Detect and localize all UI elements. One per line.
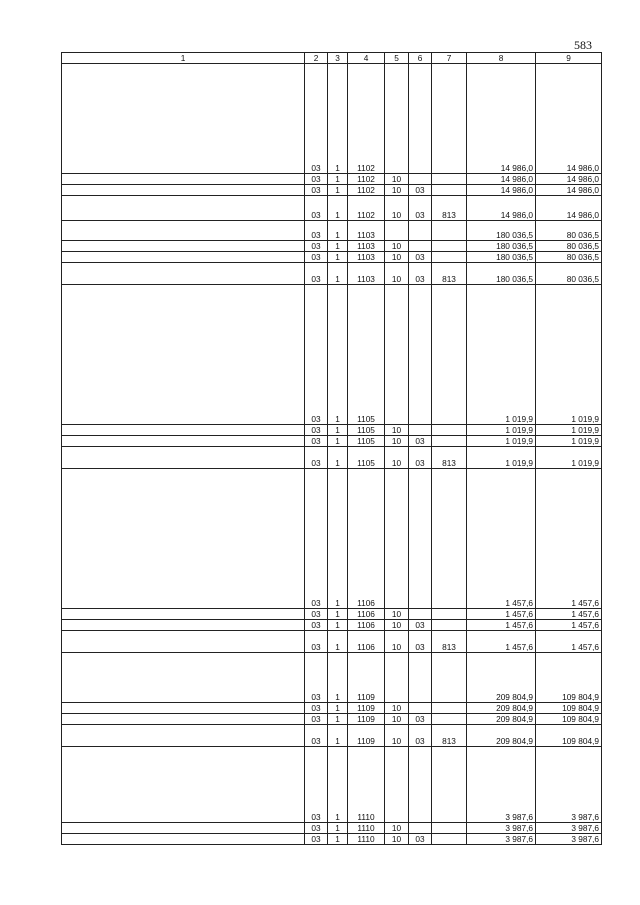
table-cell: 10: [385, 609, 409, 620]
table-cell: [62, 725, 305, 747]
table-cell: [409, 653, 432, 703]
table-cell: 1 019,9: [536, 425, 602, 436]
table-cell: 1105: [348, 436, 385, 447]
table-cell: 03: [305, 714, 328, 725]
table-cell: [432, 64, 467, 174]
table-cell: [432, 653, 467, 703]
column-header: 6: [409, 53, 432, 64]
table-cell: [385, 747, 409, 823]
table-cell: 1: [328, 469, 348, 609]
table-cell: 1102: [348, 64, 385, 174]
table-cell: 1102: [348, 185, 385, 196]
table-row: [62, 834, 602, 845]
table-cell: 03: [305, 823, 328, 834]
table-cell: 1103: [348, 221, 385, 241]
table-cell: 03: [305, 469, 328, 609]
table-cell: 1: [328, 263, 348, 285]
table-cell: [409, 285, 432, 425]
table-cell: 03: [409, 447, 432, 469]
table-cell: 1 457,6: [536, 631, 602, 653]
table-row: [62, 221, 602, 241]
table-cell: 14 986,0: [536, 185, 602, 196]
table-cell: [432, 185, 467, 196]
table-cell: 1 019,9: [536, 285, 602, 425]
table-cell: [432, 620, 467, 631]
table-cell: [62, 221, 305, 241]
table-cell: 1: [328, 609, 348, 620]
table-row: [62, 620, 602, 631]
table-cell: [409, 221, 432, 241]
table-row: [62, 252, 602, 263]
table-cell: 10: [385, 703, 409, 714]
table-row: [62, 631, 602, 653]
table-cell: 03: [305, 609, 328, 620]
table-cell: 03: [305, 834, 328, 845]
table-cell: 03: [305, 631, 328, 653]
table-cell: 10: [385, 263, 409, 285]
table-cell: 10: [385, 620, 409, 631]
table-cell: 1105: [348, 425, 385, 436]
table-cell: 1 019,9: [467, 447, 536, 469]
table-cell: [62, 174, 305, 185]
table-cell: 03: [305, 285, 328, 425]
table-cell: [62, 436, 305, 447]
table-cell: 1: [328, 285, 348, 425]
table-cell: [409, 747, 432, 823]
table-row: [62, 263, 602, 285]
table-cell: [62, 620, 305, 631]
column-header: 2: [305, 53, 328, 64]
table-cell: [432, 834, 467, 845]
table-cell: 3 987,6: [467, 747, 536, 823]
table-cell: [62, 834, 305, 845]
table-cell: 1: [328, 747, 348, 823]
table-cell: [62, 285, 305, 425]
table-cell: 1106: [348, 469, 385, 609]
table-cell: 209 804,9: [467, 725, 536, 747]
table-cell: [409, 469, 432, 609]
table-cell: [62, 609, 305, 620]
table-row: [62, 609, 602, 620]
table-cell: 3 987,6: [467, 823, 536, 834]
table-row: [62, 174, 602, 185]
table-cell: 1: [328, 241, 348, 252]
table-cell: 03: [305, 196, 328, 221]
table-cell: 14 986,0: [467, 64, 536, 174]
table-cell: [385, 653, 409, 703]
table-cell: 03: [409, 834, 432, 845]
table-cell: 109 804,9: [536, 653, 602, 703]
table-cell: [432, 221, 467, 241]
table-row: [62, 196, 602, 221]
table-cell: 10: [385, 174, 409, 185]
table-cell: 1: [328, 174, 348, 185]
table-cell: [432, 714, 467, 725]
table-cell: 03: [305, 64, 328, 174]
table-row: [62, 469, 602, 609]
table-cell: 1 457,6: [467, 469, 536, 609]
table-cell: 10: [385, 436, 409, 447]
table-cell: [432, 436, 467, 447]
table-cell: 03: [305, 447, 328, 469]
table-cell: 1110: [348, 747, 385, 823]
column-header: 4: [348, 53, 385, 64]
table-cell: 209 804,9: [467, 653, 536, 703]
table-cell: 1 457,6: [467, 620, 536, 631]
table-cell: 1: [328, 823, 348, 834]
table-cell: 03: [305, 425, 328, 436]
table-cell: 1: [328, 714, 348, 725]
table-cell: 10: [385, 425, 409, 436]
table-cell: 03: [409, 252, 432, 263]
table-cell: 80 036,5: [536, 252, 602, 263]
table-cell: [62, 196, 305, 221]
table-cell: 209 804,9: [467, 714, 536, 725]
table-cell: 10: [385, 447, 409, 469]
table-cell: 109 804,9: [536, 725, 602, 747]
table-cell: [432, 285, 467, 425]
table-cell: 14 986,0: [536, 174, 602, 185]
table-row: [62, 285, 602, 425]
table-cell: 03: [305, 241, 328, 252]
table-cell: 03: [305, 747, 328, 823]
table-cell: 1102: [348, 174, 385, 185]
table-cell: 3 987,6: [536, 747, 602, 823]
table-cell: [62, 425, 305, 436]
table-cell: [62, 631, 305, 653]
table-row: [62, 436, 602, 447]
table-cell: 03: [409, 714, 432, 725]
table-cell: 1 457,6: [536, 620, 602, 631]
table-cell: 209 804,9: [467, 703, 536, 714]
table-cell: 1 019,9: [536, 447, 602, 469]
table-cell: [432, 747, 467, 823]
table-cell: 180 036,5: [467, 221, 536, 241]
column-header: 7: [432, 53, 467, 64]
table-row: [62, 714, 602, 725]
table-cell: 03: [409, 631, 432, 653]
table-row: [62, 64, 602, 174]
table-cell: 03: [305, 703, 328, 714]
table-cell: 1: [328, 185, 348, 196]
table-cell: 1: [328, 196, 348, 221]
table-cell: 03: [409, 263, 432, 285]
table-cell: 1: [328, 725, 348, 747]
table-cell: 14 986,0: [467, 185, 536, 196]
table-cell: 1: [328, 653, 348, 703]
table-cell: [432, 469, 467, 609]
table-cell: [62, 747, 305, 823]
table-cell: 3 987,6: [467, 834, 536, 845]
table-cell: 14 986,0: [536, 64, 602, 174]
column-header: 9: [536, 53, 602, 64]
table-cell: 1106: [348, 609, 385, 620]
table-cell: 1110: [348, 834, 385, 845]
table-cell: 14 986,0: [467, 174, 536, 185]
table-cell: 1103: [348, 252, 385, 263]
table-cell: 1: [328, 436, 348, 447]
table-cell: 10: [385, 185, 409, 196]
table-row: [62, 653, 602, 703]
table-row: [62, 185, 602, 196]
table-cell: 1103: [348, 263, 385, 285]
table-cell: [432, 252, 467, 263]
table-cell: 80 036,5: [536, 241, 602, 252]
table-cell: 10: [385, 252, 409, 263]
table-cell: 1105: [348, 447, 385, 469]
table-cell: 1: [328, 252, 348, 263]
column-header: 5: [385, 53, 409, 64]
table-cell: 813: [432, 631, 467, 653]
table-row: [62, 425, 602, 436]
table-cell: [62, 185, 305, 196]
table-cell: [62, 703, 305, 714]
table-row: [62, 725, 602, 747]
table-cell: 109 804,9: [536, 703, 602, 714]
table-cell: 03: [409, 725, 432, 747]
table-cell: 180 036,5: [467, 241, 536, 252]
table-header-row: [62, 53, 602, 64]
table-cell: 80 036,5: [536, 263, 602, 285]
table-cell: 03: [305, 653, 328, 703]
table-cell: [409, 703, 432, 714]
table-cell: 1110: [348, 823, 385, 834]
table-cell: [62, 263, 305, 285]
table-cell: 1: [328, 447, 348, 469]
table-cell: [62, 469, 305, 609]
table-cell: 1 457,6: [536, 609, 602, 620]
table-cell: 03: [409, 185, 432, 196]
table-cell: 180 036,5: [467, 263, 536, 285]
table-cell: 1 019,9: [467, 436, 536, 447]
table-cell: [409, 64, 432, 174]
table-cell: [385, 469, 409, 609]
table-cell: [409, 425, 432, 436]
table-cell: 1102: [348, 196, 385, 221]
table-cell: 1109: [348, 653, 385, 703]
table-cell: 10: [385, 823, 409, 834]
table-cell: 10: [385, 714, 409, 725]
table-cell: [62, 823, 305, 834]
table-cell: 3 987,6: [536, 823, 602, 834]
table-cell: 1105: [348, 285, 385, 425]
table-cell: 813: [432, 725, 467, 747]
table-cell: 1 019,9: [467, 425, 536, 436]
table-cell: 1: [328, 703, 348, 714]
table-cell: 1103: [348, 241, 385, 252]
table-cell: 1: [328, 221, 348, 241]
table-row: [62, 703, 602, 714]
table-cell: 1: [328, 425, 348, 436]
table-cell: [62, 64, 305, 174]
table-cell: [62, 447, 305, 469]
table-cell: 813: [432, 263, 467, 285]
table-cell: 1 457,6: [467, 631, 536, 653]
table-cell: [409, 241, 432, 252]
table-cell: 03: [305, 185, 328, 196]
table-cell: 1109: [348, 725, 385, 747]
table-cell: 1109: [348, 703, 385, 714]
table-cell: 03: [305, 620, 328, 631]
column-header: 3: [328, 53, 348, 64]
table-cell: 14 986,0: [536, 196, 602, 221]
table-cell: [432, 425, 467, 436]
table-cell: [62, 714, 305, 725]
table-cell: 3 987,6: [536, 834, 602, 845]
table-cell: 813: [432, 447, 467, 469]
table-row: [62, 823, 602, 834]
table-cell: 1 019,9: [467, 285, 536, 425]
table-cell: [409, 609, 432, 620]
table-cell: 03: [305, 263, 328, 285]
table-cell: [432, 174, 467, 185]
table-row: [62, 447, 602, 469]
table-cell: 03: [409, 196, 432, 221]
table-cell: 03: [409, 436, 432, 447]
table-cell: 10: [385, 196, 409, 221]
table-cell: 1109: [348, 714, 385, 725]
table-cell: 1: [328, 834, 348, 845]
table-row: [62, 747, 602, 823]
table-cell: 1: [328, 620, 348, 631]
page-number: 583: [574, 38, 592, 52]
table-cell: [385, 285, 409, 425]
table-cell: 03: [305, 174, 328, 185]
table-row: [62, 241, 602, 252]
table-cell: 1: [328, 64, 348, 174]
table-cell: [62, 653, 305, 703]
table-cell: 10: [385, 725, 409, 747]
table-cell: 1106: [348, 631, 385, 653]
column-header: 1: [62, 53, 305, 64]
table-cell: 10: [385, 834, 409, 845]
table-cell: 03: [409, 620, 432, 631]
table-cell: 03: [305, 725, 328, 747]
budget-table: [61, 52, 602, 845]
table-cell: [432, 823, 467, 834]
table-cell: [432, 241, 467, 252]
table-cell: [385, 221, 409, 241]
table-cell: [62, 241, 305, 252]
table-cell: 14 986,0: [467, 196, 536, 221]
table-cell: [409, 823, 432, 834]
table-cell: 180 036,5: [467, 252, 536, 263]
table-cell: 813: [432, 196, 467, 221]
table-cell: 10: [385, 241, 409, 252]
table-cell: 03: [305, 252, 328, 263]
table-cell: [432, 609, 467, 620]
table-cell: [62, 252, 305, 263]
table-cell: [385, 64, 409, 174]
table-cell: 1106: [348, 620, 385, 631]
table-cell: 03: [305, 436, 328, 447]
table-cell: 10: [385, 631, 409, 653]
table-cell: [409, 174, 432, 185]
table-cell: 1 019,9: [536, 436, 602, 447]
table-cell: 1 457,6: [536, 469, 602, 609]
column-header: 8: [467, 53, 536, 64]
table-cell: [432, 703, 467, 714]
table-cell: 1 457,6: [467, 609, 536, 620]
table-cell: 1: [328, 631, 348, 653]
table-cell: 03: [305, 221, 328, 241]
table-cell: 80 036,5: [536, 221, 602, 241]
table-cell: 109 804,9: [536, 714, 602, 725]
